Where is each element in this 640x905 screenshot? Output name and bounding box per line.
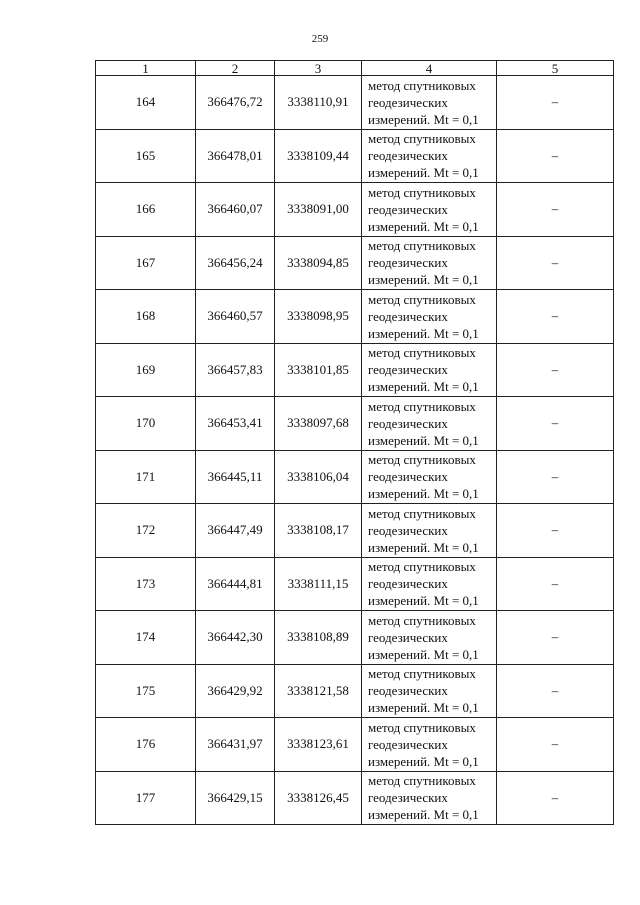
column-header: 1 <box>96 61 196 76</box>
method-cell: метод спутниковых геодезических измерений. Mt = 0,1 <box>362 450 497 504</box>
y-coordinate-cell: 3338091,00 <box>275 183 362 237</box>
point-number-cell: 171 <box>96 450 196 504</box>
x-coordinate-cell: 366445,11 <box>196 450 275 504</box>
note-cell: – <box>497 557 614 611</box>
x-coordinate-cell: 366476,72 <box>196 76 275 130</box>
x-coordinate-cell: 366457,83 <box>196 343 275 397</box>
x-coordinate-cell: 366453,41 <box>196 397 275 451</box>
table-row <box>96 236 614 290</box>
method-cell: метод спутниковых геодезических измерений. Mt = 0,1 <box>362 129 497 183</box>
method-cell: метод спутниковых геодезических измерений. Mt = 0,1 <box>362 718 497 772</box>
method-cell: метод спутниковых геодезических измерений. Mt = 0,1 <box>362 504 497 558</box>
point-number-cell: 176 <box>96 718 196 772</box>
page-number: 259 <box>311 33 329 45</box>
note-cell: – <box>497 183 614 237</box>
note-cell: – <box>497 343 614 397</box>
x-coordinate-cell: 366431,97 <box>196 718 275 772</box>
note-cell: – <box>497 450 614 504</box>
method-cell: метод спутниковых геодезических измерений. Mt = 0,1 <box>362 771 497 825</box>
note-cell: – <box>497 611 614 665</box>
x-coordinate-cell: 366429,15 <box>196 771 275 825</box>
y-coordinate-cell: 3338094,85 <box>275 236 362 290</box>
y-coordinate-cell: 3338123,61 <box>275 718 362 772</box>
column-header: 5 <box>497 61 614 76</box>
x-coordinate-cell: 366444,81 <box>196 557 275 611</box>
column-header: 4 <box>362 61 497 76</box>
point-number-cell: 164 <box>96 76 196 130</box>
table-row <box>96 397 614 451</box>
method-cell: метод спутниковых геодезических измерений. Mt = 0,1 <box>362 664 497 718</box>
method-cell: метод спутниковых геодезических измерений. Mt = 0,1 <box>362 611 497 665</box>
table-row <box>96 557 614 611</box>
method-cell: метод спутниковых геодезических измерений. Mt = 0,1 <box>362 557 497 611</box>
table-row <box>96 771 614 825</box>
point-number-cell: 167 <box>96 236 196 290</box>
method-cell: метод спутниковых геодезических измерений. Mt = 0,1 <box>362 236 497 290</box>
x-coordinate-cell: 366429,92 <box>196 664 275 718</box>
x-coordinate-cell: 366442,30 <box>196 611 275 665</box>
table-row <box>96 129 614 183</box>
table-row <box>96 504 614 558</box>
table-row <box>96 76 614 130</box>
x-coordinate-cell: 366447,49 <box>196 504 275 558</box>
y-coordinate-cell: 3338098,95 <box>275 290 362 344</box>
note-cell: – <box>497 718 614 772</box>
note-cell: – <box>497 76 614 130</box>
y-coordinate-cell: 3338111,15 <box>275 557 362 611</box>
point-number-cell: 166 <box>96 183 196 237</box>
table-row <box>96 343 614 397</box>
y-coordinate-cell: 3338109,44 <box>275 129 362 183</box>
point-number-cell: 174 <box>96 611 196 665</box>
y-coordinate-cell: 3338106,04 <box>275 450 362 504</box>
x-coordinate-cell: 366460,07 <box>196 183 275 237</box>
note-cell: – <box>497 504 614 558</box>
y-coordinate-cell: 3338121,58 <box>275 664 362 718</box>
note-cell: – <box>497 397 614 451</box>
point-number-cell: 177 <box>96 771 196 825</box>
column-header: 3 <box>275 61 362 76</box>
table-row <box>96 611 614 665</box>
table-header-row <box>96 61 614 76</box>
point-number-cell: 169 <box>96 343 196 397</box>
table-row <box>96 664 614 718</box>
point-number-cell: 175 <box>96 664 196 718</box>
coordinates-table <box>95 60 614 825</box>
note-cell: – <box>497 771 614 825</box>
method-cell: метод спутниковых геодезических измерений. Mt = 0,1 <box>362 290 497 344</box>
y-coordinate-cell: 3338108,17 <box>275 504 362 558</box>
table-row <box>96 290 614 344</box>
y-coordinate-cell: 3338126,45 <box>275 771 362 825</box>
method-cell: метод спутниковых геодезических измерений. Mt = 0,1 <box>362 76 497 130</box>
x-coordinate-cell: 366460,57 <box>196 290 275 344</box>
table-row <box>96 450 614 504</box>
note-cell: – <box>497 290 614 344</box>
table-row <box>96 718 614 772</box>
method-cell: метод спутниковых геодезических измерений. Mt = 0,1 <box>362 343 497 397</box>
y-coordinate-cell: 3338097,68 <box>275 397 362 451</box>
table-row <box>96 183 614 237</box>
note-cell: – <box>497 236 614 290</box>
note-cell: – <box>497 129 614 183</box>
column-header: 2 <box>196 61 275 76</box>
point-number-cell: 168 <box>96 290 196 344</box>
point-number-cell: 172 <box>96 504 196 558</box>
method-cell: метод спутниковых геодезических измерений. Mt = 0,1 <box>362 397 497 451</box>
point-number-cell: 165 <box>96 129 196 183</box>
x-coordinate-cell: 366456,24 <box>196 236 275 290</box>
y-coordinate-cell: 3338110,91 <box>275 76 362 130</box>
note-cell: – <box>497 664 614 718</box>
x-coordinate-cell: 366478,01 <box>196 129 275 183</box>
point-number-cell: 173 <box>96 557 196 611</box>
point-number-cell: 170 <box>96 397 196 451</box>
method-cell: метод спутниковых геодезических измерений. Mt = 0,1 <box>362 183 497 237</box>
y-coordinate-cell: 3338108,89 <box>275 611 362 665</box>
y-coordinate-cell: 3338101,85 <box>275 343 362 397</box>
